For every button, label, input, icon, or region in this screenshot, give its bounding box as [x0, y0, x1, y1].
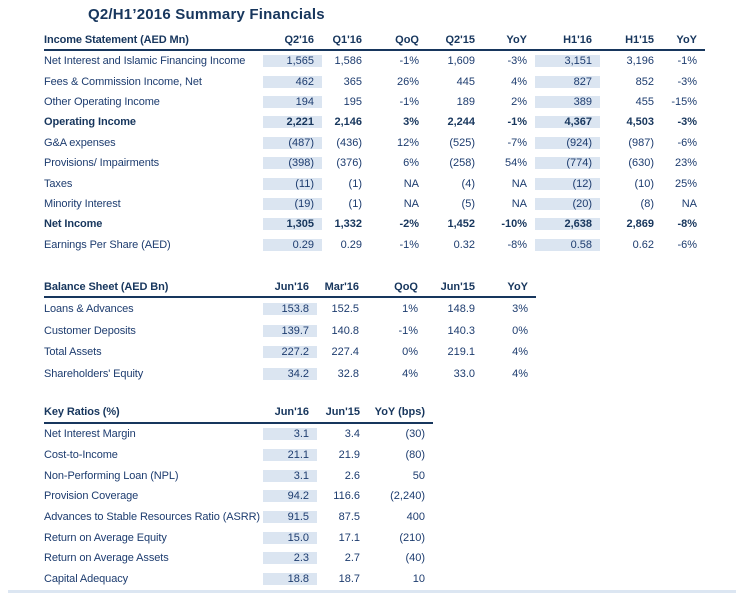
value-cell: 152.5 [331, 302, 359, 315]
row-label: Taxes [44, 177, 73, 190]
value-cell: 91.5 [263, 511, 317, 523]
column-header: H1'16 [563, 34, 592, 46]
value-cell: (8) [640, 197, 654, 210]
value-cell: -8% [507, 238, 527, 251]
row-label: Fees & Commission Income, Net [44, 75, 202, 88]
value-cell: (774) [535, 157, 600, 169]
value-cell: -15% [671, 95, 697, 108]
value-cell: 140.3 [447, 324, 475, 337]
value-cell: -1% [677, 55, 697, 68]
value-cell: (1) [348, 177, 362, 190]
table-header-row [44, 31, 705, 51]
column-header: Q2'16 [284, 34, 314, 46]
income-statement-table [44, 31, 705, 255]
value-cell: 116.6 [333, 490, 360, 503]
row-label: Provisions/ Impairments [44, 157, 160, 170]
table-row [44, 363, 536, 385]
table-row [44, 527, 433, 548]
value-cell: 1% [402, 302, 418, 315]
value-cell: 0.29 [263, 239, 322, 251]
value-cell: 1,332 [334, 218, 362, 231]
value-cell: NA [403, 177, 419, 190]
value-cell: -3% [507, 55, 527, 68]
table-section-title: Key Ratios (%) [44, 405, 120, 418]
key-ratios-table [44, 401, 433, 590]
value-cell: NA [511, 177, 527, 190]
column-header: YoY (bps) [374, 405, 425, 418]
table-row [44, 235, 705, 255]
value-cell: 18.8 [263, 573, 317, 585]
value-cell: 365 [343, 75, 362, 88]
value-cell: (398) [263, 157, 322, 169]
row-label: Return on Average Equity [44, 531, 167, 544]
table-row [44, 92, 705, 112]
value-cell: 3% [403, 116, 419, 129]
row-label: Return on Average Assets [44, 552, 169, 565]
value-cell: NA [681, 197, 697, 210]
table-row [44, 486, 433, 507]
balance-sheet-table [44, 277, 536, 385]
value-cell: 2.3 [263, 552, 317, 564]
row-label: Shareholders' Equity [44, 367, 144, 380]
row-label: Net Interest Margin [44, 428, 136, 441]
table-section-title: Income Statement (AED Mn) [44, 34, 189, 46]
value-cell: 4% [402, 367, 418, 380]
value-cell: 21.9 [338, 449, 360, 462]
column-header: Jun'16 [274, 405, 309, 418]
column-header: Jun'16 [274, 280, 309, 293]
column-header: YoY [506, 34, 527, 46]
value-cell: 389 [535, 96, 600, 108]
value-cell: 34.2 [263, 368, 317, 380]
table-row [44, 548, 433, 569]
value-cell: -7% [507, 136, 527, 149]
value-cell: (80) [405, 449, 425, 462]
value-cell: (487) [263, 137, 322, 149]
value-cell: (924) [535, 137, 600, 149]
value-cell: 3.1 [263, 470, 317, 482]
value-cell: 23% [674, 157, 697, 170]
value-cell: (11) [263, 178, 322, 190]
value-cell: 2% [511, 95, 527, 108]
value-cell: 140.8 [331, 324, 359, 337]
table-header-row [44, 277, 536, 298]
value-cell: 15.0 [263, 532, 317, 544]
value-cell: -1% [399, 95, 419, 108]
row-label: Customer Deposits [44, 324, 136, 337]
value-cell: 87.5 [338, 511, 360, 524]
column-header: QoQ [394, 280, 418, 293]
row-label: Net Interest and Islamic Financing Income [44, 55, 246, 68]
value-cell: 2,221 [263, 116, 322, 128]
value-cell: 25% [674, 177, 697, 190]
table-row [44, 173, 705, 193]
value-cell: 852 [635, 75, 654, 88]
value-cell: 4% [512, 346, 528, 359]
column-header: Q2'15 [445, 34, 475, 46]
value-cell: 10 [412, 573, 425, 586]
value-cell: 3% [512, 302, 528, 315]
value-cell: (40) [405, 552, 425, 565]
value-cell: 1,452 [447, 218, 475, 231]
value-cell: 445 [456, 75, 475, 88]
value-cell: (436) [336, 136, 362, 149]
value-cell: 3,196 [626, 55, 654, 68]
value-cell: 462 [263, 76, 322, 88]
value-cell: -1% [507, 116, 527, 129]
value-cell: 6% [403, 157, 419, 170]
value-cell: 0% [402, 346, 418, 359]
row-label: Total Assets [44, 346, 102, 359]
value-cell: -3% [677, 75, 697, 88]
value-cell: 219.1 [447, 346, 475, 359]
value-cell: 827 [535, 76, 600, 88]
row-label: Provision Coverage [44, 490, 139, 503]
value-cell: -1% [399, 238, 419, 251]
value-cell: 3,151 [535, 55, 600, 67]
value-cell: 32.8 [337, 367, 359, 380]
bottom-divider [8, 590, 736, 593]
value-cell: 4,503 [626, 116, 654, 129]
value-cell: 3.1 [263, 428, 317, 440]
value-cell: (525) [449, 136, 475, 149]
value-cell: 2.6 [344, 469, 360, 482]
value-cell: 3.4 [344, 428, 360, 441]
value-cell: 400 [406, 511, 425, 524]
row-label: Advances to Stable Resources Ratio (ASRR) [44, 511, 260, 524]
value-cell: -1% [399, 55, 419, 68]
row-label: Earnings Per Share (AED) [44, 238, 171, 251]
value-cell: 26% [396, 75, 419, 88]
column-header: YoY [676, 34, 697, 46]
value-cell: 2,244 [447, 116, 475, 129]
value-cell: 0.58 [535, 239, 600, 251]
value-cell: (2,240) [390, 490, 425, 503]
row-label: Other Operating Income [44, 95, 160, 108]
value-cell: 0.62 [632, 238, 654, 251]
value-cell: (19) [263, 198, 322, 210]
row-label: G&A expenses [44, 136, 116, 149]
value-cell: (376) [336, 157, 362, 170]
value-cell: (12) [535, 178, 600, 190]
table-row [44, 112, 705, 132]
page-title: Q2/H1’2016 Summary Financials [88, 6, 325, 23]
value-cell: 2,638 [535, 218, 600, 230]
value-cell: (210) [399, 531, 425, 544]
table-row [44, 298, 536, 320]
value-cell: 227.4 [331, 346, 359, 359]
table-row [44, 445, 433, 466]
table-row [44, 320, 536, 342]
value-cell: 12% [396, 136, 419, 149]
table-row [44, 424, 433, 445]
value-cell: 17.1 [338, 531, 360, 544]
value-cell: 4% [512, 367, 528, 380]
column-header: Q1'16 [332, 34, 362, 46]
table-section-title: Balance Sheet (AED Bn) [44, 280, 169, 293]
table-row [44, 133, 705, 153]
column-header: Jun'15 [325, 405, 360, 418]
value-cell: 0.29 [340, 238, 362, 251]
value-cell: 1,586 [334, 55, 362, 68]
value-cell: 148.9 [447, 302, 475, 315]
value-cell: 94.2 [263, 490, 317, 502]
value-cell: 0% [512, 324, 528, 337]
value-cell: -6% [677, 136, 697, 149]
value-cell: 139.7 [263, 325, 317, 337]
column-header: Mar'16 [324, 280, 359, 293]
value-cell: -3% [677, 116, 697, 129]
table-header-row [44, 401, 433, 424]
column-header: Jun'15 [440, 280, 475, 293]
value-cell: (4) [461, 177, 475, 190]
value-cell: 2,869 [626, 218, 654, 231]
value-cell: NA [403, 197, 419, 210]
table-row [44, 569, 433, 590]
value-cell: -10% [501, 218, 527, 231]
value-cell: 18.7 [338, 573, 360, 586]
row-label: Operating Income [44, 116, 136, 129]
table-row [44, 51, 705, 71]
row-label: Non-Performing Loan (NPL) [44, 469, 179, 482]
table-row [44, 194, 705, 214]
value-cell: 54% [504, 157, 527, 170]
value-cell: 2.7 [344, 552, 360, 565]
column-header: YoY [507, 280, 528, 293]
value-cell: (987) [628, 136, 654, 149]
row-label: Net Income [44, 218, 103, 231]
value-cell: 1,305 [263, 218, 322, 230]
value-cell: 227.2 [263, 346, 317, 358]
value-cell: (20) [535, 198, 600, 210]
value-cell: NA [511, 197, 527, 210]
value-cell: (258) [449, 157, 475, 170]
value-cell: 455 [635, 95, 654, 108]
value-cell: 153.8 [263, 303, 317, 315]
row-label: Loans & Advances [44, 302, 134, 315]
column-header: H1'15 [625, 34, 654, 46]
value-cell: (1) [348, 197, 362, 210]
value-cell: (5) [461, 197, 475, 210]
value-cell: 4% [511, 75, 527, 88]
table-row [44, 214, 705, 234]
value-cell: 50 [412, 469, 425, 482]
value-cell: (30) [405, 428, 425, 441]
table-row [44, 465, 433, 486]
table-row [44, 153, 705, 173]
value-cell: 1,565 [263, 55, 322, 67]
value-cell: -6% [677, 238, 697, 251]
row-label: Minority Interest [44, 197, 121, 210]
value-cell: -8% [677, 218, 697, 231]
value-cell: 194 [263, 96, 322, 108]
value-cell: (10) [634, 177, 654, 190]
value-cell: 189 [456, 95, 475, 108]
value-cell: 33.0 [453, 367, 475, 380]
table-row [44, 71, 705, 91]
value-cell: 0.32 [453, 238, 475, 251]
row-label: Cost-to-Income [44, 449, 118, 462]
value-cell: 4,367 [535, 116, 600, 128]
value-cell: 195 [343, 95, 362, 108]
table-row [44, 341, 536, 363]
value-cell: -2% [399, 218, 419, 231]
value-cell: 1,609 [447, 55, 475, 68]
value-cell: -1% [398, 324, 418, 337]
column-header: QoQ [395, 34, 419, 46]
value-cell: (630) [628, 157, 654, 170]
value-cell: 2,146 [334, 116, 362, 129]
value-cell: 21.1 [263, 449, 317, 461]
table-row [44, 507, 433, 528]
row-label: Capital Adequacy [44, 573, 129, 586]
